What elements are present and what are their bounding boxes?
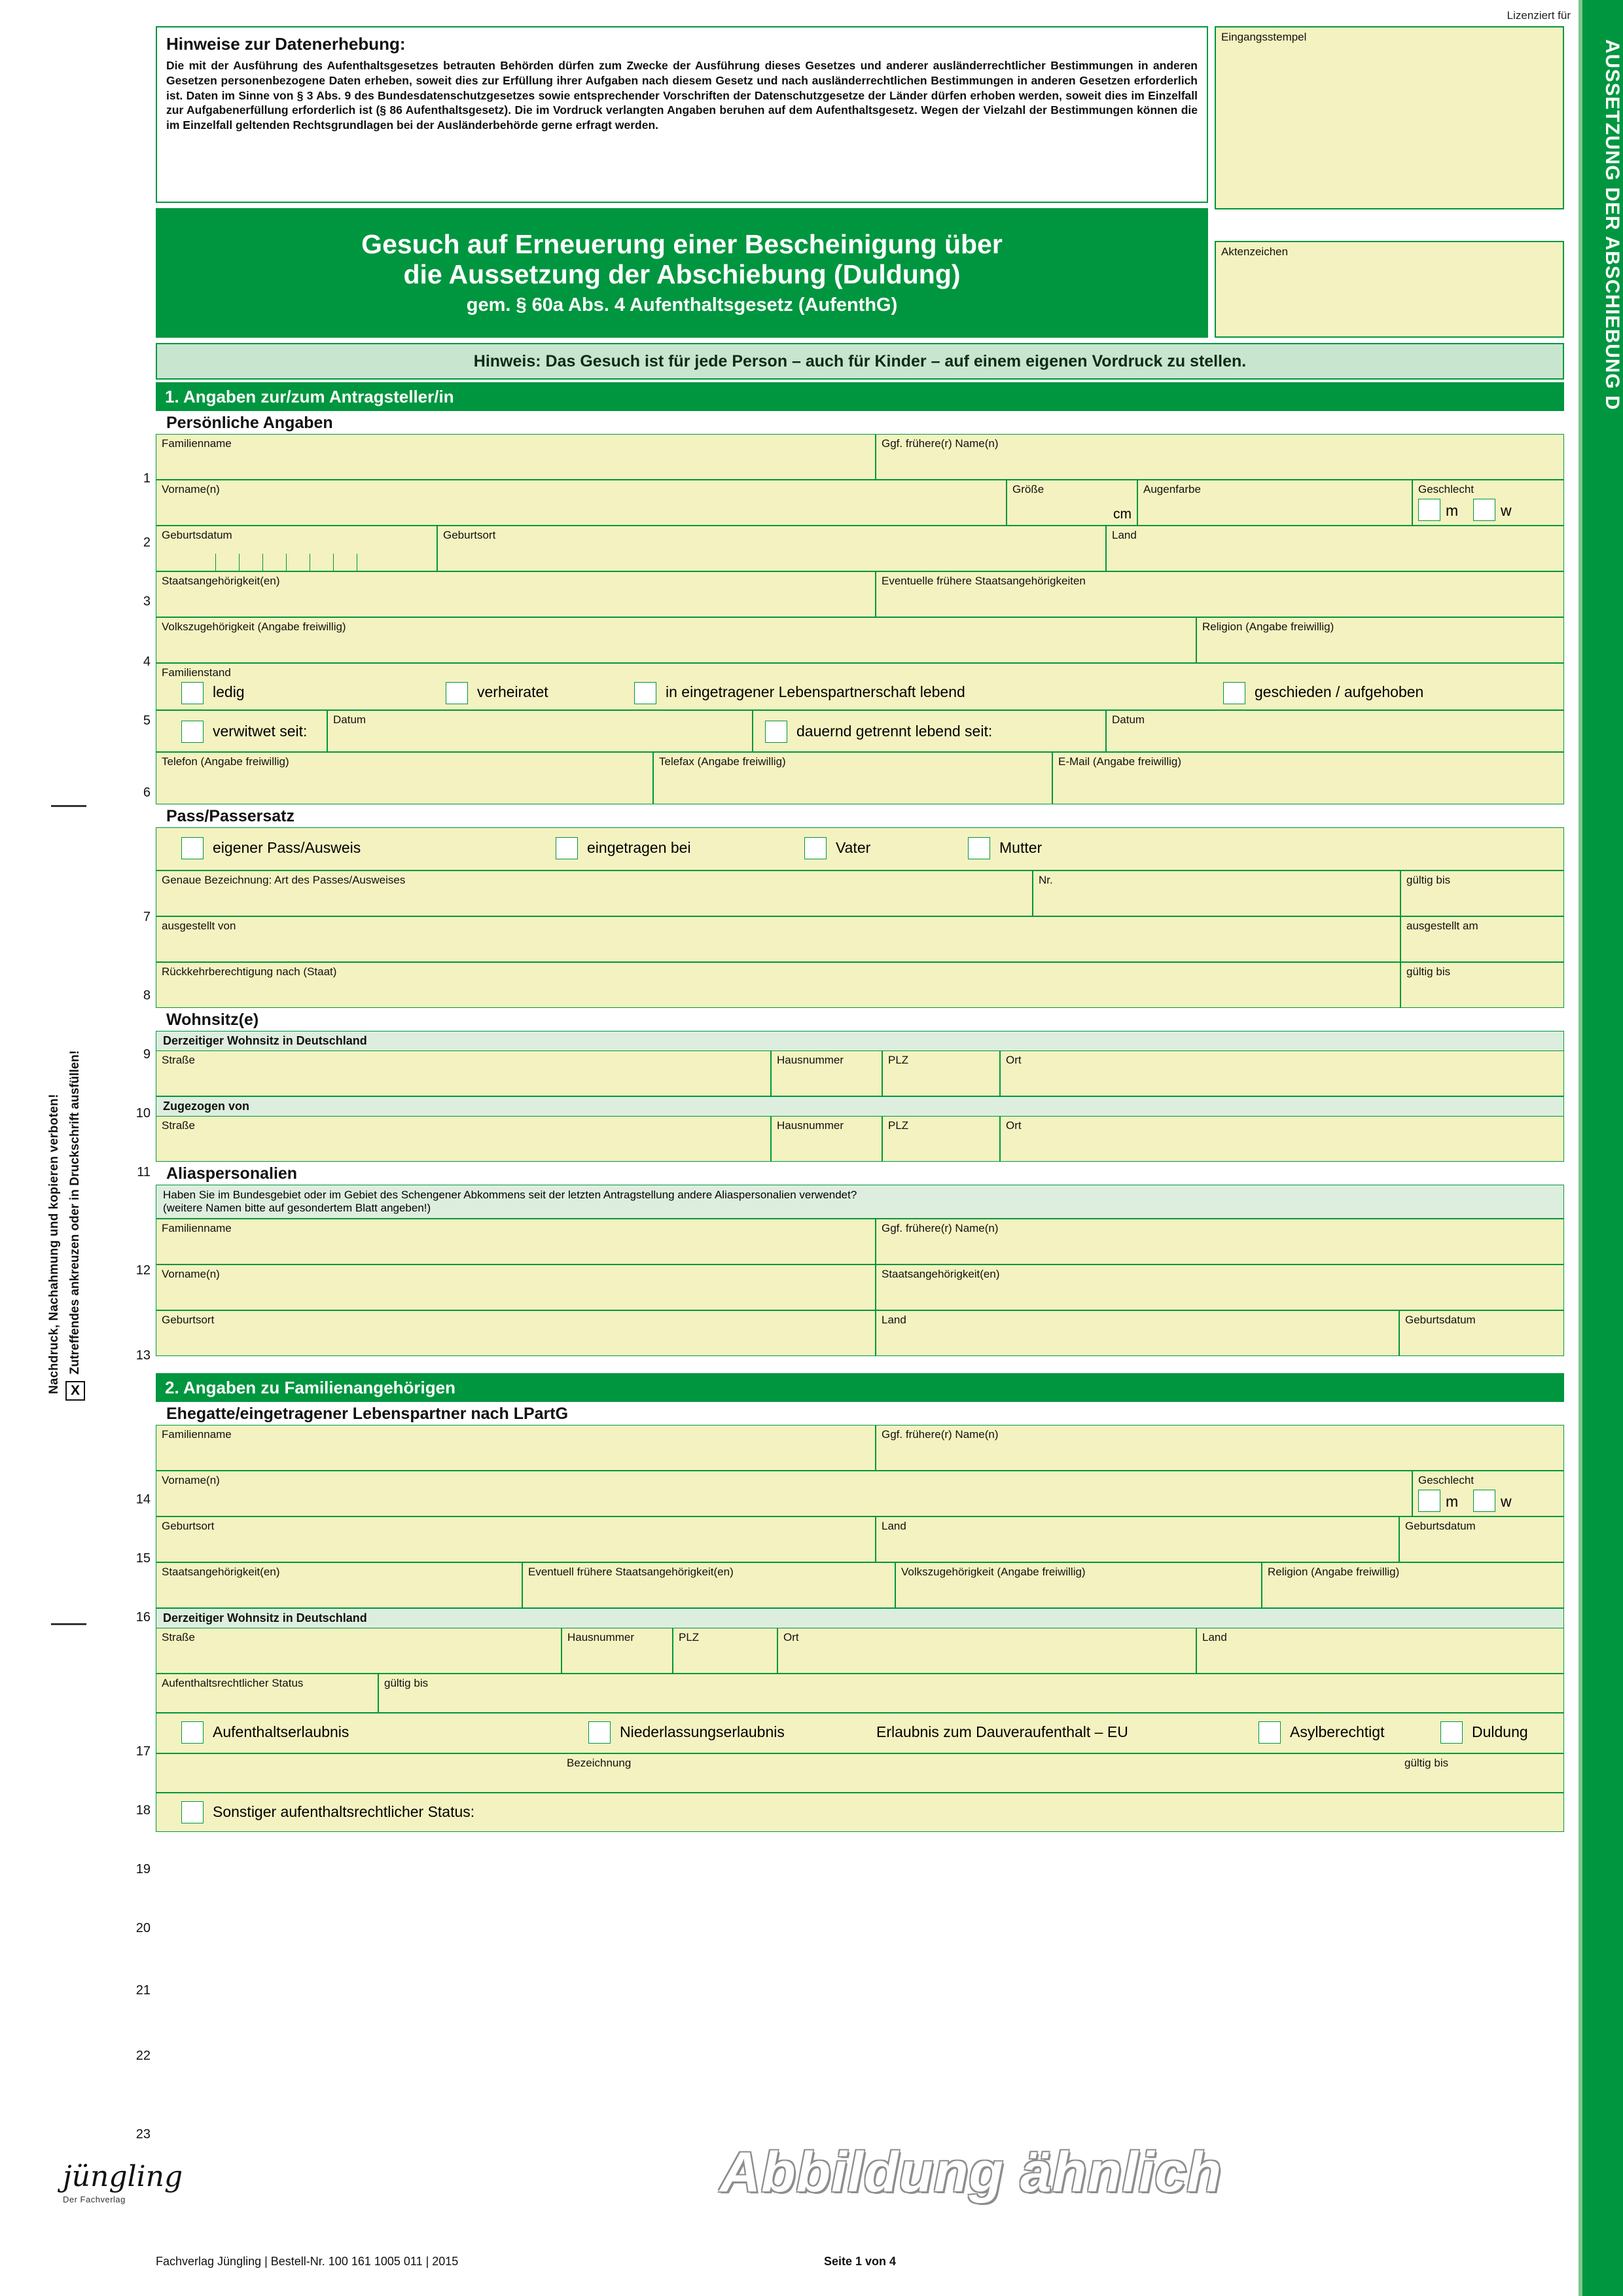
- aufenthaltserlaubnis-checkbox[interactable]: [181, 1721, 204, 1744]
- religion-label: Religion (Angabe freiwillig): [1202, 620, 1334, 633]
- alias-question: [156, 1185, 1564, 1219]
- geschlecht-label: Geschlecht: [1418, 483, 1474, 495]
- margin-tick-bottom: [51, 1623, 86, 1625]
- verwitwet-datum-field[interactable]: [327, 710, 753, 752]
- spouse-strasse-label: Straße: [162, 1631, 196, 1643]
- dauerhafte-erlaubnis-label: Erlaubnis zum Dauveraufenthalt – EU: [876, 1723, 1128, 1740]
- ausgestellt-am-label: ausgestellt am: [1406, 920, 1478, 932]
- status-checkbox-row: [156, 1713, 1564, 1753]
- spouse-land2-field[interactable]: [1196, 1628, 1564, 1674]
- status-gueltig-bis-cell: [378, 1674, 1564, 1713]
- wohnsitz-heading: Wohnsitz(e): [166, 1011, 259, 1029]
- geburtsort-field[interactable]: [437, 526, 1106, 571]
- row-vornamen: [156, 480, 1564, 526]
- license-note: Lizenziert für: [1507, 9, 1571, 22]
- row-number-13: 13: [135, 1348, 151, 1363]
- geschieden-label: geschieden / aufgehoben: [1255, 683, 1424, 700]
- email-field[interactable]: [1052, 752, 1564, 804]
- row-sp-name: [156, 1425, 1564, 1471]
- geburtsdatum-comb: [215, 554, 380, 571]
- getrennt-cell: [753, 710, 1106, 752]
- margin-tick-top: [51, 805, 86, 807]
- row-sp-geburt: [156, 1516, 1564, 1562]
- row-number-14: 14: [135, 1492, 151, 1507]
- wohnsitz-hausnummer-label: Hausnummer: [777, 1054, 844, 1066]
- row-verwitwet: [156, 710, 1564, 752]
- pass-gueltig-bis-field[interactable]: [1400, 870, 1564, 916]
- volkszugehoerigkeit-field[interactable]: [156, 617, 1196, 663]
- zugezogen-ort-label: Ort: [1006, 1119, 1022, 1132]
- alias-staatsangehoerigkeit-label: Staatsangehörigkeit(en): [882, 1268, 1000, 1280]
- vornamen-field[interactable]: [156, 480, 1007, 526]
- getrennt-datum-label: Datum: [1112, 713, 1145, 726]
- vornamen-label: Vorname(n): [162, 483, 220, 495]
- ledig-label: ledig: [213, 683, 245, 700]
- form-title-line1: Gesuch auf Erneuerung einer Bescheinigung über: [361, 228, 1003, 259]
- spouse-land-label: Land: [882, 1520, 906, 1532]
- wohnsitz-ort-label: Ort: [1006, 1054, 1022, 1066]
- row-staatsangehoerigkeit: [156, 571, 1564, 617]
- pass-art-field[interactable]: [156, 870, 1033, 916]
- mutter-label: Mutter: [999, 839, 1043, 856]
- ausgestellt-am-field[interactable]: [1400, 916, 1564, 962]
- pass-nr-label: Nr.: [1039, 874, 1053, 886]
- row-sp-vorname: [156, 1471, 1564, 1516]
- getrennt-label: dauernd getrennt lebend seit:: [796, 723, 993, 740]
- row-number-17: 17: [135, 1744, 151, 1759]
- spouse-ort-field[interactable]: [777, 1628, 1196, 1674]
- spouse-volkszugehoerigkeit-field[interactable]: [895, 1562, 1262, 1608]
- entry-stamp-field[interactable]: [1215, 26, 1564, 209]
- getrennt-checkbox[interactable]: [765, 721, 787, 743]
- spouse-geschlecht-field[interactable]: [1412, 1471, 1564, 1516]
- alias-staatsangehoerigkeit-field[interactable]: [876, 1265, 1564, 1310]
- bezeichnung-label: Bezeichnung: [567, 1757, 632, 1769]
- row-alias-3: [156, 1310, 1564, 1356]
- row-sp-bezeichnung: [156, 1753, 1564, 1793]
- zugezogen-plz-label: PLZ: [888, 1119, 909, 1132]
- row-rueckkehr: [156, 962, 1564, 1008]
- row-number-2: 2: [143, 535, 151, 550]
- publisher-logo: [63, 2160, 183, 2204]
- alias-land-label: Land: [882, 1314, 906, 1326]
- status-label: Aufenthaltsrechtlicher Status: [162, 1677, 304, 1689]
- form-title-block: [156, 208, 1208, 338]
- spouse-fruehere-namen-field[interactable]: [876, 1425, 1564, 1471]
- staatsangehoerigkeit-label: Staatsangehörigkeit(en): [162, 575, 280, 587]
- row-number-1: 1: [143, 471, 151, 486]
- row-number-15: 15: [135, 1551, 151, 1566]
- zugezogen-ort-field[interactable]: [1000, 1116, 1564, 1162]
- getrennt-datum-field[interactable]: [1106, 710, 1564, 752]
- spouse-hausnummer-field[interactable]: [562, 1628, 673, 1674]
- groesse-field[interactable]: [1007, 480, 1137, 526]
- row-wohnsitz-1: [156, 1050, 1564, 1096]
- lebenspartnerschaft-label: in eingetragener Lebenspartnerschaft lebend: [666, 683, 965, 700]
- augenfarbe-label: Augenfarbe: [1143, 483, 1201, 495]
- vater-label: Vater: [836, 839, 871, 856]
- alias-fruehere-namen-label: Ggf. frühere(r) Name(n): [882, 1222, 999, 1234]
- spouse-volkszugehoerigkeit-label: Volkszugehörigkeit (Angabe freiwillig): [901, 1566, 1086, 1578]
- familienstand-label: Familienstand: [162, 666, 231, 679]
- row-sp-status-boxes: [156, 1713, 1564, 1753]
- notice-text: Die mit der Ausführung des Aufenthaltsgesetzes betrauten Behörden dürfen zum Zwecke der Ausführung dieses Gesetzes und anderer ausländerrechtlicher Bestimmungen in anderen Gesetzen personenbezogene Daten erheben, soweit dies zur Erfüllung ihrer Aufgaben nach diesem Gesetz und nach ausländerrechtlichen Bestimmungen in anderen Gesetzen erforderlich ist. Daten im Sinne von § 3 Abs. 9 des Bundesdatenschutzgesetzes sowie entsprechender Vorschriften der Datenschutzgesetze der Länder dürfen erhoben werden, soweit dies im Einzelfall zur Aufgabenerfüllung erforderlich ist (§ 86 Aufenthaltsgesetz). Die im Vordruck verlangten Angaben beruhen auf dem Aufenthaltsgesetz. Wegen der Vielzahl der Bestimmungen können die im Einzelfall geltenden Rechtsgrundlagen bei der Ausländerbehörde gerne erfragt werden.: [166, 59, 1198, 132]
- entry-stamp-label: Eingangsstempel: [1221, 31, 1307, 43]
- row-pass-ausgestellt: [156, 916, 1564, 962]
- left-x-marker: X: [65, 1381, 85, 1401]
- alias-familienname-label: Familienname: [162, 1222, 232, 1234]
- file-number-field[interactable]: [1215, 241, 1564, 338]
- geschlecht-w-label: w: [1501, 502, 1512, 519]
- asylberechtigt-checkbox[interactable]: [1258, 1721, 1281, 1744]
- zugezogen-strasse-field[interactable]: [156, 1116, 771, 1162]
- geschlecht-field[interactable]: [1412, 480, 1564, 526]
- rueckkehr-gueltig-bis-label: gültig bis: [1406, 965, 1451, 978]
- spouse-fruehere-staatsang-field[interactable]: [522, 1562, 895, 1608]
- zugezogen-plz-field[interactable]: [882, 1116, 1000, 1162]
- file-number-label: Aktenzeichen: [1221, 245, 1289, 258]
- status-gueltig-bis-label: gültig bis: [384, 1677, 429, 1689]
- row-number-20: 20: [135, 1921, 151, 1935]
- augenfarbe-field[interactable]: [1137, 480, 1412, 526]
- wohnsitz-plz-field[interactable]: [882, 1050, 1000, 1096]
- row-number-6: 6: [143, 785, 151, 800]
- eigener-pass-label: eigener Pass/Ausweis: [213, 839, 361, 856]
- telefon-label: Telefon (Angabe freiwillig): [162, 755, 289, 768]
- fruehere-namen-label: Ggf. frühere(r) Name(n): [882, 437, 999, 450]
- spouse-familienname-label: Familienname: [162, 1428, 232, 1441]
- publisher-tagline: Der Fachverlag: [63, 2195, 126, 2204]
- row-alias-2: [156, 1265, 1564, 1310]
- row-sp-status-head: [156, 1674, 1564, 1713]
- aufenthaltserlaubnis-label: Aufenthaltserlaubnis: [213, 1723, 349, 1740]
- data-collection-notice: [156, 26, 1208, 203]
- verheiratet-checkbox[interactable]: [446, 682, 468, 704]
- row-number-18: 18: [135, 1803, 151, 1818]
- spouse-vornamen-label: Vorname(n): [162, 1474, 220, 1486]
- geburtsdatum-field[interactable]: [156, 526, 437, 571]
- fruehere-staatsang-field[interactable]: [876, 571, 1564, 617]
- alias-geburtsort-label: Geburtsort: [162, 1314, 215, 1326]
- geschlecht-m-checkbox[interactable]: [1418, 499, 1440, 521]
- spouse-religion-label: Religion (Angabe freiwillig): [1268, 1566, 1400, 1578]
- niederlassungserlaubnis-checkbox[interactable]: [588, 1721, 611, 1744]
- spouse-religion-field[interactable]: [1262, 1562, 1564, 1608]
- spouse-geburtsort-field[interactable]: [156, 1516, 876, 1562]
- spouse-vornamen-field[interactable]: [156, 1471, 1412, 1516]
- row-pass-checkboxes: [156, 827, 1564, 870]
- row-pass-bezeichnung: [156, 870, 1564, 916]
- row-number-7: 7: [143, 910, 151, 924]
- geschlecht-m-label: m: [1446, 502, 1459, 519]
- email-label: E-Mail (Angabe freiwillig): [1058, 755, 1182, 768]
- telefax-label: Telefax (Angabe freiwillig): [659, 755, 786, 768]
- row-number-9: 9: [143, 1047, 151, 1062]
- familienstand-field: [156, 663, 1564, 710]
- ehegatte-heading: Ehegatte/eingetragener Lebenspartner nach LPartG: [166, 1405, 569, 1423]
- spouse-wohnsitz-heading: Derzeitiger Wohnsitz in Deutschland: [156, 1608, 1564, 1628]
- spouse-staatsangehoerigkeit-label: Staatsangehörigkeit(en): [162, 1566, 280, 1578]
- row-sp-wohnsitz: [156, 1628, 1564, 1674]
- row-sp-staat: [156, 1562, 1564, 1608]
- wohnsitz-strasse-label: Straße: [162, 1054, 196, 1066]
- row-number-12: 12: [135, 1263, 151, 1278]
- sample-watermark: Abbildung ähnlich: [720, 2141, 1222, 2204]
- spouse-familienname-field[interactable]: [156, 1425, 876, 1471]
- spouse-geschlecht-w-checkbox[interactable]: [1473, 1490, 1495, 1512]
- page-footer: [156, 2255, 1564, 2269]
- wohnsitz-ort-field[interactable]: [1000, 1050, 1564, 1096]
- alias-geburtsdatum-label: Geburtsdatum: [1405, 1314, 1476, 1326]
- spouse-geburtsort-label: Geburtsort: [162, 1520, 215, 1532]
- staatsangehoerigkeit-field[interactable]: [156, 571, 876, 617]
- alias-vornamen-field[interactable]: [156, 1265, 876, 1310]
- alias-vornamen-label: Vorname(n): [162, 1268, 220, 1280]
- form-title-line2: die Aussetzung der Abschiebung (Duldung): [403, 259, 961, 289]
- spouse-plz-field[interactable]: [673, 1628, 777, 1674]
- pass-art-label: Genaue Bezeichnung: Art des Passes/Ausweises: [162, 874, 406, 886]
- row-alias-1: [156, 1219, 1564, 1265]
- row-kontakt: [156, 752, 1564, 804]
- derzeitiger-wohnsitz-heading: Derzeitiger Wohnsitz in Deutschland: [156, 1031, 1564, 1050]
- row-number-22: 22: [135, 2049, 151, 2063]
- geschlecht-w-checkbox[interactable]: [1473, 499, 1495, 521]
- row-number-11: 11: [137, 1165, 151, 1179]
- bezeichnung-gueltig-bis-cell: [1399, 1753, 1564, 1793]
- spouse-geschlecht-label: Geschlecht: [1418, 1474, 1474, 1486]
- alias-geburtsdatum-field[interactable]: [1399, 1310, 1564, 1356]
- row-number-21: 21: [135, 1983, 151, 1998]
- left-vertical-note-2: Zutreffendes ankreuzen oder in Druckschrift ausfüllen!: [68, 1050, 82, 1374]
- groesse-label: Größe: [1012, 483, 1044, 495]
- row-number-8: 8: [143, 988, 151, 1003]
- ausgestellt-von-field[interactable]: [156, 916, 1400, 962]
- alias-land-field[interactable]: [876, 1310, 1399, 1356]
- spouse-staatsangehoerigkeit-field[interactable]: [156, 1562, 522, 1608]
- niederlassungserlaubnis-label: Niederlassungserlaubnis: [620, 1723, 785, 1740]
- zugezogen-hausnummer-label: Hausnummer: [777, 1119, 844, 1132]
- row-geburt: [156, 526, 1564, 571]
- notice-title: Hinweise zur Datenerhebung:: [166, 34, 406, 54]
- section-2-header: 2. Angaben zu Familienangehörigen: [156, 1373, 1564, 1402]
- alias-fruehere-namen-field[interactable]: [876, 1219, 1564, 1265]
- alias-geburtsort-field[interactable]: [156, 1310, 876, 1356]
- row-number-10: 10: [135, 1106, 151, 1121]
- telefon-field[interactable]: [156, 752, 653, 804]
- spouse-geschlecht-m-label: m: [1446, 1493, 1459, 1510]
- spouse-fruehere-namen-label: Ggf. frühere(r) Name(n): [882, 1428, 999, 1441]
- spouse-fruehere-staatsang-label: Eventuell frühere Staatsangehörigkeit(en): [528, 1566, 734, 1578]
- spouse-land-field[interactable]: [876, 1516, 1399, 1562]
- row-number-16: 16: [135, 1610, 151, 1624]
- familienname-label: Familienname: [162, 437, 232, 450]
- alias-question-line1: Haben Sie im Bundesgebiet oder im Gebiet des Schengener Abkommens seit der letzten Antragstellung andere Aliaspersonalien verwendet?: [163, 1189, 857, 1201]
- geschieden-checkbox[interactable]: [1223, 682, 1245, 704]
- row-wohnsitz-2: [156, 1116, 1564, 1162]
- familienname-field[interactable]: [156, 434, 876, 480]
- religion-field[interactable]: [1196, 617, 1564, 663]
- duldung-checkbox[interactable]: [1440, 1721, 1463, 1744]
- eigener-pass-checkbox[interactable]: [181, 837, 204, 859]
- spouse-geburtsdatum-label: Geburtsdatum: [1405, 1520, 1476, 1532]
- row-familienstand: [156, 663, 1564, 710]
- zugezogen-strasse-label: Straße: [162, 1119, 196, 1132]
- verwitwet-cell: [156, 710, 327, 752]
- row-number-5: 5: [143, 713, 151, 728]
- spouse-geschlecht-m-checkbox[interactable]: [1418, 1490, 1440, 1512]
- row-familienname: [156, 434, 1564, 480]
- ausgestellt-von-label: ausgestellt von: [162, 920, 236, 932]
- zugezogen-hausnummer-field[interactable]: [771, 1116, 882, 1162]
- row-number-23: 23: [135, 2127, 151, 2142]
- ledig-checkbox[interactable]: [181, 682, 204, 704]
- pass-nr-field[interactable]: [1033, 870, 1400, 916]
- mutter-checkbox[interactable]: [968, 837, 990, 859]
- row-number-3: 3: [143, 594, 151, 609]
- asylberechtigt-label: Asylberechtigt: [1290, 1723, 1385, 1740]
- eingetragen-bei-label: eingetragen bei: [587, 839, 691, 856]
- alias-question-line2: (weitere Namen bitte auf gesondertem Blatt angeben!): [163, 1202, 431, 1214]
- spouse-strasse-field[interactable]: [156, 1628, 562, 1674]
- section-1-header: 1. Angaben zur/zum Antragsteller/in: [156, 382, 1564, 411]
- sonstiger-status-checkbox[interactable]: [181, 1801, 204, 1823]
- rueckkehr-gueltig-bis-field[interactable]: [1400, 962, 1564, 1008]
- personal-data-heading: Persönliche Angaben: [166, 414, 333, 432]
- sonstiger-status-row: [156, 1793, 1564, 1832]
- wohnsitz-plz-label: PLZ: [888, 1054, 909, 1066]
- fruehere-staatsang-label: Eventuelle frühere Staatsangehörigkeiten: [882, 575, 1086, 587]
- geburtsdatum-label: Geburtsdatum: [162, 529, 232, 541]
- publisher-name: jüngling: [63, 2160, 183, 2193]
- rueckkehr-field[interactable]: [156, 962, 1400, 1008]
- bezeichnung-cell: [562, 1753, 1399, 1793]
- land-field[interactable]: [1106, 526, 1564, 571]
- spouse-land2-label: Land: [1202, 1631, 1227, 1643]
- pass-gueltig-bis-label: gültig bis: [1406, 874, 1451, 886]
- spouse-hausnummer-label: Hausnummer: [567, 1631, 635, 1643]
- spouse-geschlecht-w-label: w: [1501, 1493, 1512, 1510]
- wohnsitz-hausnummer-field[interactable]: [771, 1050, 882, 1096]
- verwitwet-label: verwitwet seit:: [213, 723, 308, 740]
- alias-heading: Aliaspersonalien: [166, 1164, 298, 1183]
- wohnsitz-strasse-field[interactable]: [156, 1050, 771, 1096]
- section-gap: [156, 1356, 1564, 1373]
- rueckkehr-label: Rückkehrberechtigung nach (Staat): [162, 965, 337, 978]
- fruehere-namen-field[interactable]: [876, 434, 1564, 480]
- lebenspartnerschaft-checkbox[interactable]: [634, 682, 656, 704]
- vater-checkbox[interactable]: [804, 837, 827, 859]
- groesse-unit: cm: [1113, 507, 1132, 522]
- footer-page-number: Seite 1 von 4: [823, 2255, 897, 2268]
- telefax-field[interactable]: [653, 752, 1052, 804]
- form-title-line3: gem. § 60a Abs. 4 Aufenthaltsgesetz (AufenthG): [466, 295, 898, 316]
- spouse-plz-label: PLZ: [679, 1631, 700, 1643]
- row-sp-sonstiger: [156, 1793, 1564, 1832]
- right-bar-title: AUSSETZUNG DER ABSCHIEBUNG D: [1601, 39, 1623, 410]
- verheiratet-label: verheiratet: [477, 683, 548, 700]
- right-green-bar: [1582, 0, 1623, 2296]
- verwitwet-datum-label: Datum: [333, 713, 366, 726]
- volkszugehoerigkeit-label: Volkszugehörigkeit (Angabe freiwillig): [162, 620, 346, 633]
- left-vertical-note-1: Nachdruck, Nachahmung und kopieren verboten!: [47, 1094, 61, 1394]
- land-label: Land: [1112, 529, 1137, 541]
- geburtsort-label: Geburtsort: [443, 529, 496, 541]
- row-number-19: 19: [135, 1862, 151, 1876]
- spouse-geburtsdatum-field[interactable]: [1399, 1516, 1564, 1562]
- eingetragen-bei-checkbox[interactable]: [556, 837, 578, 859]
- row-volkszugehoerigkeit: [156, 617, 1564, 663]
- duldung-label: Duldung: [1472, 1723, 1528, 1740]
- spouse-ort-label: Ort: [783, 1631, 799, 1643]
- alias-familienname-field[interactable]: [156, 1219, 876, 1265]
- bezeichnung-gueltig-bis-label: gültig bis: [1404, 1757, 1449, 1769]
- sonstiger-status-label: Sonstiger aufenthaltsrechtlicher Status:: [213, 1803, 475, 1820]
- pass-checkbox-row: [156, 827, 1564, 870]
- zugezogen-von-heading: Zugezogen von: [156, 1096, 1564, 1116]
- row-number-4: 4: [143, 655, 151, 669]
- section-1: [156, 382, 1564, 1832]
- pass-heading: Pass/Passersatz: [166, 807, 294, 825]
- bezeichnung-spacer: [156, 1753, 562, 1793]
- footer-imprint: Fachverlag Jüngling | Bestell-Nr. 100 161 1005 011 | 2015: [156, 2255, 459, 2268]
- verwitwet-checkbox[interactable]: [181, 721, 204, 743]
- status-label-cell: [156, 1674, 378, 1713]
- form-hint-banner: Hinweis: Das Gesuch ist für jede Person – auch für Kinder – auf einem eigenen Vordruck zu stellen.: [156, 343, 1564, 380]
